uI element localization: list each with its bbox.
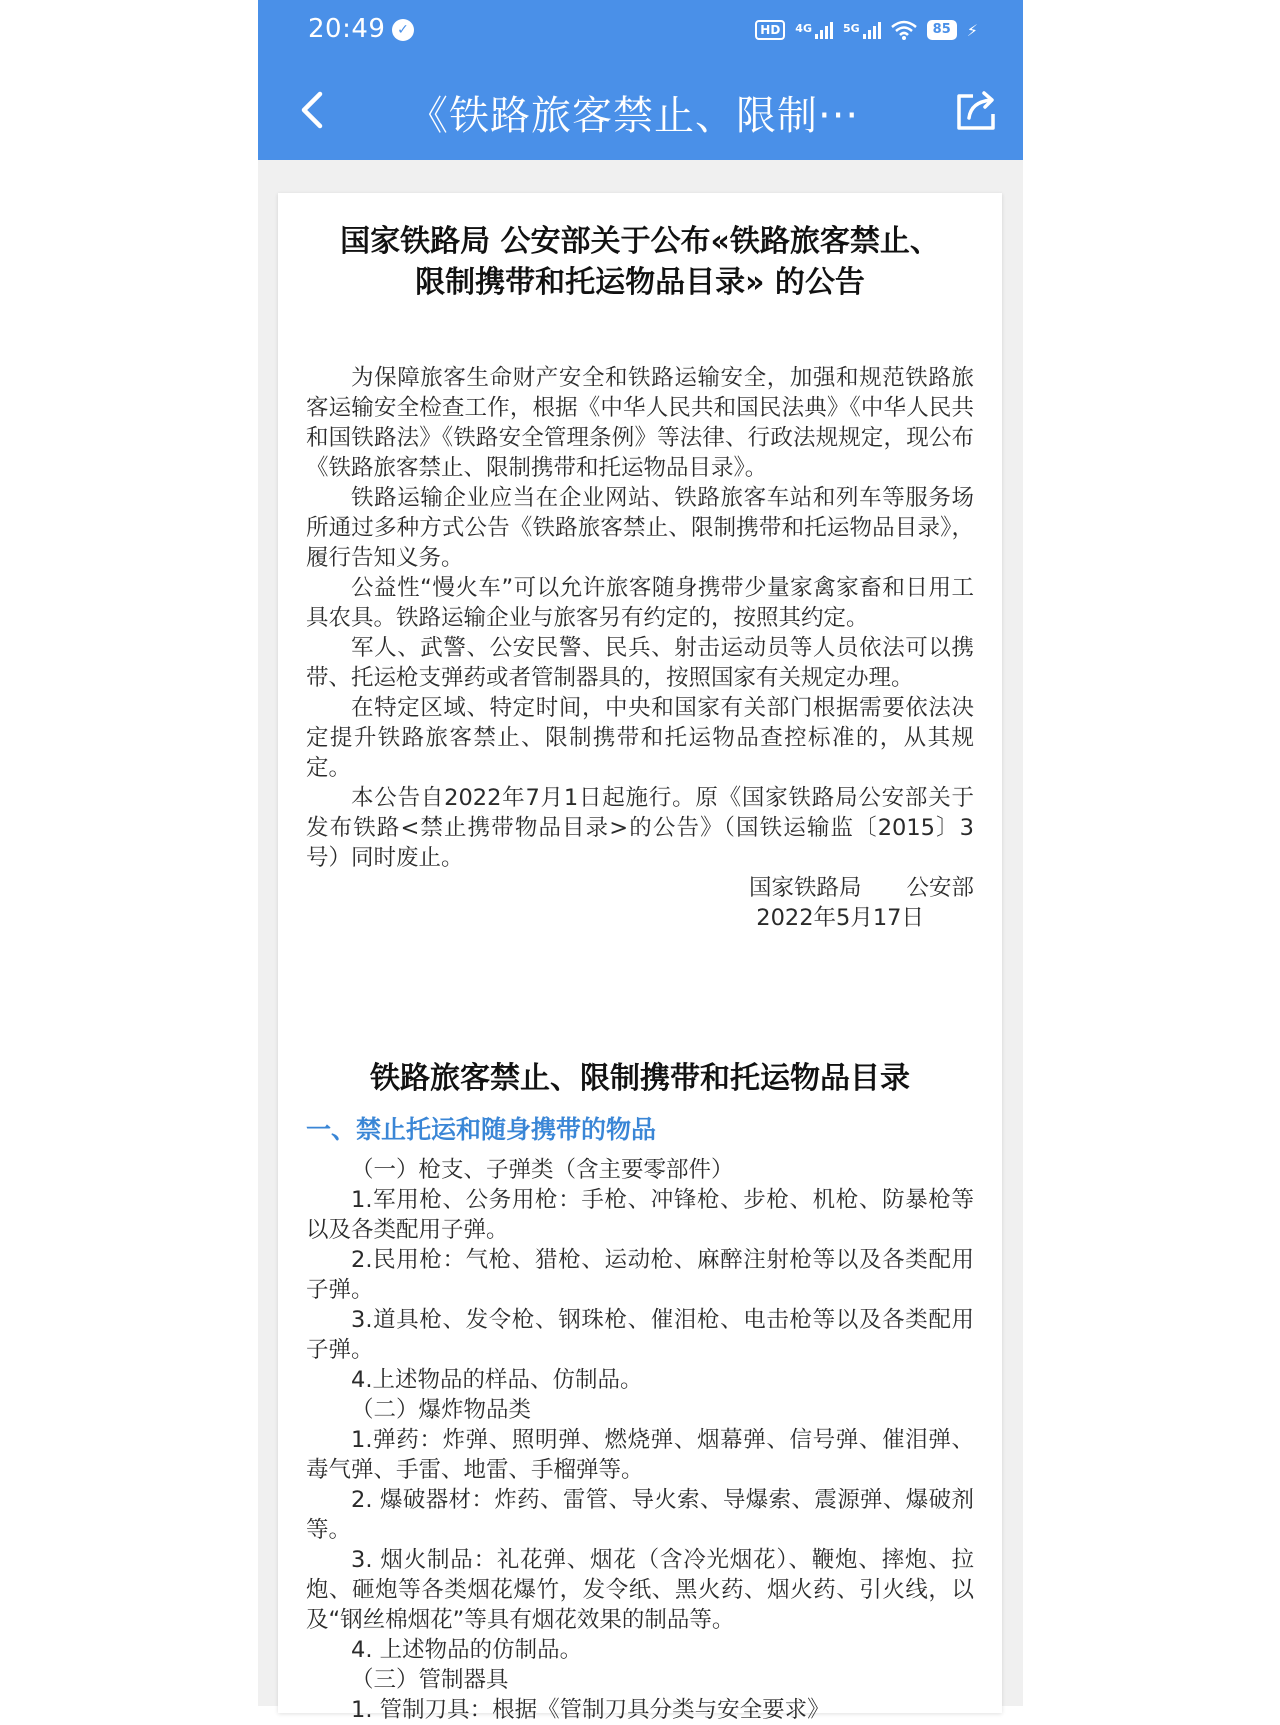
page-title: 《铁路旅客禁止、限制··· bbox=[408, 93, 860, 139]
share-button[interactable] bbox=[951, 84, 1003, 136]
document-page[interactable] bbox=[278, 193, 1002, 1723]
signal-5g-label: 5G bbox=[842, 21, 860, 35]
catalog-items bbox=[306, 1155, 974, 1725]
signature-block bbox=[306, 873, 974, 933]
status-indicators bbox=[755, 18, 978, 42]
wifi-icon bbox=[891, 20, 917, 40]
list-item: 1. 管制刀具：根据《管制刀具分类与安全要求》 bbox=[351, 1697, 830, 1723]
list-item: （三）管制器具 bbox=[351, 1667, 509, 1693]
battery-icon: 85 bbox=[927, 20, 957, 40]
signature-orgs: 国家铁路局 公安部 bbox=[748, 875, 974, 901]
phone-screen bbox=[258, 0, 1023, 1723]
charging-icon: ⚡ bbox=[966, 20, 978, 40]
notification-icon: ✓ bbox=[392, 19, 414, 41]
status-time: 20:49 bbox=[308, 14, 386, 44]
list-item: 2.民用枪：气枪、猎枪、运动枪、麻醉注射枪等以及各类配用子弹。 bbox=[306, 1247, 974, 1303]
app-header bbox=[258, 0, 1023, 160]
signal-4g-label: 4G bbox=[795, 21, 812, 35]
back-button[interactable] bbox=[286, 82, 342, 138]
list-item: 3.道具枪、发令枪、钢珠枪、催泪枪、电击枪等以及各类配用子弹。 bbox=[306, 1307, 974, 1363]
list-item: 1.弹药：炸弹、照明弹、燃烧弹、烟幕弹、信号弹、催泪弹、毒气弹、手雷、地雷、手榴弹等。 bbox=[306, 1427, 974, 1483]
list-item: 1.军用枪、公务用枪：手枪、冲锋枪、步枪、机枪、防暴枪等以及各类配用子弹。 bbox=[306, 1187, 974, 1243]
paragraph: 本公告自2022年7月1日起施行。原《国家铁路局公安部关于发布铁路<禁止携带物品目录>的公告》（国铁运输监〔2015〕3号）同时废止。 bbox=[306, 785, 974, 871]
list-item: （二）爆炸物品类 bbox=[351, 1397, 532, 1423]
announcement-body bbox=[306, 363, 974, 933]
status-bar bbox=[258, 0, 1023, 60]
catalog-title: 铁路旅客禁止、限制携带和托运物品目录 bbox=[370, 1061, 910, 1096]
signal-4g-icon bbox=[795, 22, 833, 39]
nav-bar bbox=[258, 60, 1023, 160]
announcement-title-line2: 限制携带和托运物品目录» 的公告 bbox=[415, 265, 865, 300]
signal-5g-icon bbox=[843, 22, 881, 39]
paragraph: 公益性“慢火车”可以允许旅客随身携带少量家禽家畜和日用工具农具。铁路运输企业与旅客另有约定的，按照其约定。 bbox=[306, 575, 974, 631]
announcement-title bbox=[308, 221, 972, 303]
list-item: 4.上述物品的样品、仿制品。 bbox=[351, 1367, 643, 1393]
list-item: 4. 上述物品的仿制品。 bbox=[351, 1637, 583, 1663]
announcement-title-line1: 国家铁路局 公安部关于公布«铁路旅客禁止、 bbox=[340, 224, 940, 259]
signature-date: 2022年5月17日 bbox=[756, 905, 924, 931]
paragraph: 铁路运输企业应当在企业网站、铁路旅客车站和列车等服务场所通过多种方式公告《铁路旅客禁止、限制携带和托运物品目录》，履行告知义务。 bbox=[306, 485, 974, 571]
list-item: （一）枪支、子弹类（含主要零部件） bbox=[351, 1157, 734, 1183]
paragraph: 在特定区域、特定时间，中央和国家有关部门根据需要依法决定提升铁路旅客禁止、限制携带和托运物品查控标准的，从其规定。 bbox=[306, 695, 974, 781]
paragraph: 为保障旅客生命财产安全和铁路运输安全，加强和规范铁路旅客运输安全检查工作，根据《中华人民共和国民法典》《中华人民共和国铁路法》《铁路安全管理条例》等法律、行政法规规定，现公布《铁路旅客禁止、限制携带和托运物品目录》。 bbox=[306, 365, 974, 481]
list-item: 3. 烟火制品：礼花弹、烟花（含冷光烟花）、鞭炮、摔炮、拉炮、砸炮等各类烟花爆竹，发令纸、黑火药、烟火药、引火线，以及“钢丝棉烟花”等具有烟花效果的制品等。 bbox=[306, 1547, 974, 1633]
hd-badge: HD bbox=[755, 20, 785, 40]
section-heading: 一、禁止托运和随身携带的物品 bbox=[306, 1115, 657, 1144]
paragraph: 军人、武警、公安民警、民兵、射击运动员等人员依法可以携带、托运枪支弹药或者管制器具的，按照国家有关规定办理。 bbox=[306, 635, 974, 691]
list-item: 2. 爆破器材：炸药、雷管、导火索、导爆索、震源弹、爆破剂等。 bbox=[306, 1487, 974, 1543]
